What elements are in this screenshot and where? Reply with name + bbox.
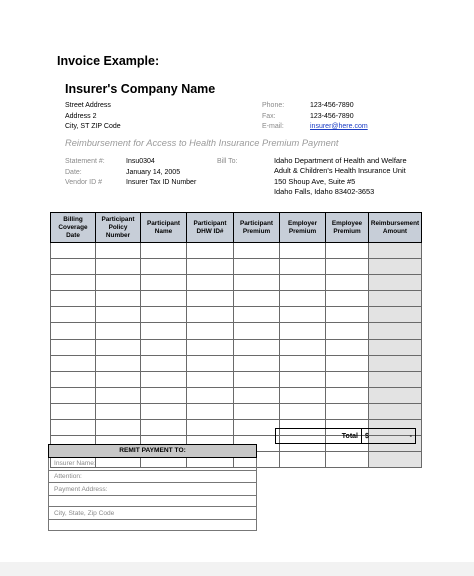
page-footer-band <box>0 562 474 576</box>
column-header: Reimbursement Amount <box>369 213 422 243</box>
table-cell[interactable] <box>280 387 326 403</box>
table-cell[interactable] <box>51 291 96 307</box>
table-row <box>51 259 422 275</box>
bill-to-line-4: Idaho Falls, Idaho 83402-3653 <box>274 187 375 197</box>
address-line-3: City, ST ZIP Code <box>65 123 121 130</box>
table-row <box>51 339 422 355</box>
table-cell[interactable] <box>234 371 280 387</box>
date-label: Date: <box>65 168 82 176</box>
table-cell[interactable] <box>280 339 326 355</box>
table-row <box>51 307 422 323</box>
table-cell[interactable] <box>326 307 369 323</box>
table-cell[interactable] <box>96 355 141 371</box>
table-cell[interactable] <box>187 275 234 291</box>
phone-value: 123-456-7890 <box>310 102 354 109</box>
table-cell[interactable] <box>187 323 234 339</box>
table-cell[interactable] <box>96 387 141 403</box>
total-label: Total <box>276 429 362 444</box>
table-cell[interactable] <box>51 323 96 339</box>
table-cell[interactable] <box>96 275 141 291</box>
table-cell[interactable] <box>369 291 422 307</box>
table-cell[interactable] <box>51 403 96 419</box>
table-cell[interactable] <box>369 355 422 371</box>
table-cell[interactable] <box>280 275 326 291</box>
table-cell[interactable] <box>141 323 187 339</box>
table-cell[interactable] <box>96 339 141 355</box>
table-cell[interactable] <box>234 275 280 291</box>
column-header: Employee Premium <box>326 213 369 243</box>
fax-value: 123-456-7890 <box>310 112 354 120</box>
table-cell[interactable] <box>234 291 280 307</box>
table-cell[interactable] <box>234 323 280 339</box>
table-cell[interactable] <box>369 339 422 355</box>
contact-labels <box>262 101 284 133</box>
table-cell[interactable] <box>369 452 422 468</box>
table-cell[interactable] <box>141 420 187 436</box>
table-cell[interactable] <box>326 323 369 339</box>
table-cell[interactable] <box>280 371 326 387</box>
bill-to-line-2: Adult & Children's Health Insurance Unit <box>274 166 406 176</box>
meta-labels <box>65 157 105 189</box>
table-cell[interactable] <box>51 275 96 291</box>
vendor-id-label: Vendor ID # <box>65 179 102 186</box>
table-cell[interactable] <box>369 275 422 291</box>
table-cell[interactable] <box>280 291 326 307</box>
table-cell[interactable] <box>141 371 187 387</box>
table-header-row <box>51 213 422 243</box>
total-value: - <box>409 432 412 440</box>
blank-line[interactable] <box>49 519 257 530</box>
currency-symbol: $ <box>365 432 369 440</box>
remit-title: REMIT PAYMENT TO: <box>49 445 257 458</box>
column-header: Participant Policy Number <box>96 213 141 243</box>
table-row <box>51 355 422 371</box>
table-cell[interactable] <box>326 387 369 403</box>
table-cell[interactable] <box>141 307 187 323</box>
table-cell[interactable] <box>51 420 96 436</box>
table-cell[interactable] <box>51 307 96 323</box>
table-cell[interactable] <box>326 259 369 275</box>
table-cell[interactable] <box>96 403 141 419</box>
table-cell[interactable] <box>51 387 96 403</box>
meta-values <box>126 157 196 189</box>
column-header: Participant Premium <box>234 213 280 243</box>
invoice-subtitle: Reimbursement for Access to Health Insurance Premium Payment <box>65 138 339 148</box>
table-cell[interactable] <box>51 259 96 275</box>
address-line-1: Street Address <box>65 102 111 109</box>
column-header: Participant DHW ID# <box>187 213 234 243</box>
insurer-name-field[interactable]: Insurer Name: <box>49 457 257 470</box>
table-cell[interactable] <box>187 403 234 419</box>
table-cell[interactable] <box>234 259 280 275</box>
table-cell[interactable] <box>51 339 96 355</box>
payment-address-field[interactable]: Payment Address: <box>49 483 257 496</box>
table-row <box>51 323 422 339</box>
table-cell[interactable] <box>326 275 369 291</box>
table-row <box>51 403 422 419</box>
table-cell[interactable] <box>51 243 96 259</box>
table-cell[interactable] <box>280 307 326 323</box>
table-cell[interactable] <box>141 355 187 371</box>
table-cell[interactable] <box>141 291 187 307</box>
table-cell[interactable] <box>280 259 326 275</box>
table-cell[interactable] <box>369 371 422 387</box>
table-cell[interactable] <box>51 371 96 387</box>
table-row <box>51 243 422 259</box>
email-label: E-mail: <box>262 123 284 130</box>
table-row <box>51 387 422 403</box>
table-cell[interactable] <box>326 371 369 387</box>
table-row <box>51 275 422 291</box>
table-cell[interactable] <box>234 307 280 323</box>
table-cell[interactable] <box>187 420 234 436</box>
blank-line[interactable] <box>49 496 257 507</box>
company-address <box>65 101 121 133</box>
table-cell[interactable] <box>96 307 141 323</box>
table-cell[interactable] <box>326 355 369 371</box>
table-cell[interactable] <box>96 291 141 307</box>
table-cell[interactable] <box>369 259 422 275</box>
table-cell[interactable] <box>369 323 422 339</box>
total-amount-cell <box>362 429 416 444</box>
table-cell[interactable] <box>187 371 234 387</box>
column-header: Participant Name <box>141 213 187 243</box>
table-cell[interactable] <box>234 339 280 355</box>
table-cell[interactable] <box>234 420 280 436</box>
table-cell[interactable] <box>369 243 422 259</box>
phone-label: Phone: <box>262 102 285 109</box>
table-cell[interactable] <box>234 387 280 403</box>
table-cell[interactable] <box>234 355 280 371</box>
table-cell[interactable] <box>280 403 326 419</box>
total-row <box>275 428 416 444</box>
table-cell[interactable] <box>326 243 369 259</box>
table-cell[interactable] <box>187 355 234 371</box>
table-cell[interactable] <box>326 452 369 468</box>
vendor-id-value: Insurer Tax ID Number <box>126 179 197 186</box>
table-cell[interactable] <box>187 291 234 307</box>
table-cell[interactable] <box>96 323 141 339</box>
city-state-zip-field[interactable]: City, State, Zip Code <box>49 507 257 520</box>
table-row <box>51 371 422 387</box>
bill-to-line-3: 150 Shoup Ave, Suite #5 <box>274 176 356 186</box>
table-cell[interactable] <box>326 403 369 419</box>
table-cell[interactable] <box>280 243 326 259</box>
column-header: Billing Coverage Date <box>51 213 96 243</box>
table-cell[interactable] <box>96 371 141 387</box>
email-link[interactable]: insurer@here.com <box>310 123 368 130</box>
table-cell[interactable] <box>369 387 422 403</box>
table-cell[interactable] <box>141 387 187 403</box>
page-heading: Invoice Example: <box>57 54 160 68</box>
table-cell[interactable] <box>141 275 187 291</box>
table-cell[interactable] <box>326 339 369 355</box>
table-cell[interactable] <box>141 243 187 259</box>
table-cell[interactable] <box>141 339 187 355</box>
table-cell[interactable] <box>51 355 96 371</box>
company-name: Insurer's Company Name <box>65 82 216 96</box>
table-cell[interactable] <box>187 387 234 403</box>
table-cell[interactable] <box>280 323 326 339</box>
address-line-2: Address 2 <box>65 112 97 120</box>
fax-label: Fax: <box>262 112 276 120</box>
date-value: January 14, 2005 <box>126 168 181 176</box>
bill-to-label: Bill To: <box>217 158 238 165</box>
table-cell[interactable] <box>96 259 141 275</box>
table-cell[interactable] <box>187 307 234 323</box>
attention-field[interactable]: Attention: <box>49 470 257 483</box>
table-cell[interactable] <box>141 259 187 275</box>
table-cell[interactable] <box>141 403 187 419</box>
table-cell[interactable] <box>280 355 326 371</box>
column-header: Employer Premium <box>280 213 326 243</box>
table-cell[interactable] <box>280 452 326 468</box>
bill-to-line-1: Idaho Department of Health and Welfare <box>274 156 407 165</box>
table-cell[interactable] <box>187 243 234 259</box>
statement-value: Insu0304 <box>126 158 155 165</box>
table-cell[interactable] <box>96 243 141 259</box>
table-cell[interactable] <box>369 307 422 323</box>
statement-label: Statement #: <box>65 158 105 165</box>
table-cell[interactable] <box>187 339 234 355</box>
remit-payment-box <box>48 444 257 531</box>
bill-to-address <box>274 156 407 198</box>
table-cell[interactable] <box>234 403 280 419</box>
table-cell[interactable] <box>187 259 234 275</box>
table-cell[interactable] <box>234 243 280 259</box>
contact-values <box>310 101 368 133</box>
table-cell[interactable] <box>96 420 141 436</box>
table-cell[interactable] <box>326 291 369 307</box>
table-row <box>51 291 422 307</box>
table-cell[interactable] <box>369 403 422 419</box>
